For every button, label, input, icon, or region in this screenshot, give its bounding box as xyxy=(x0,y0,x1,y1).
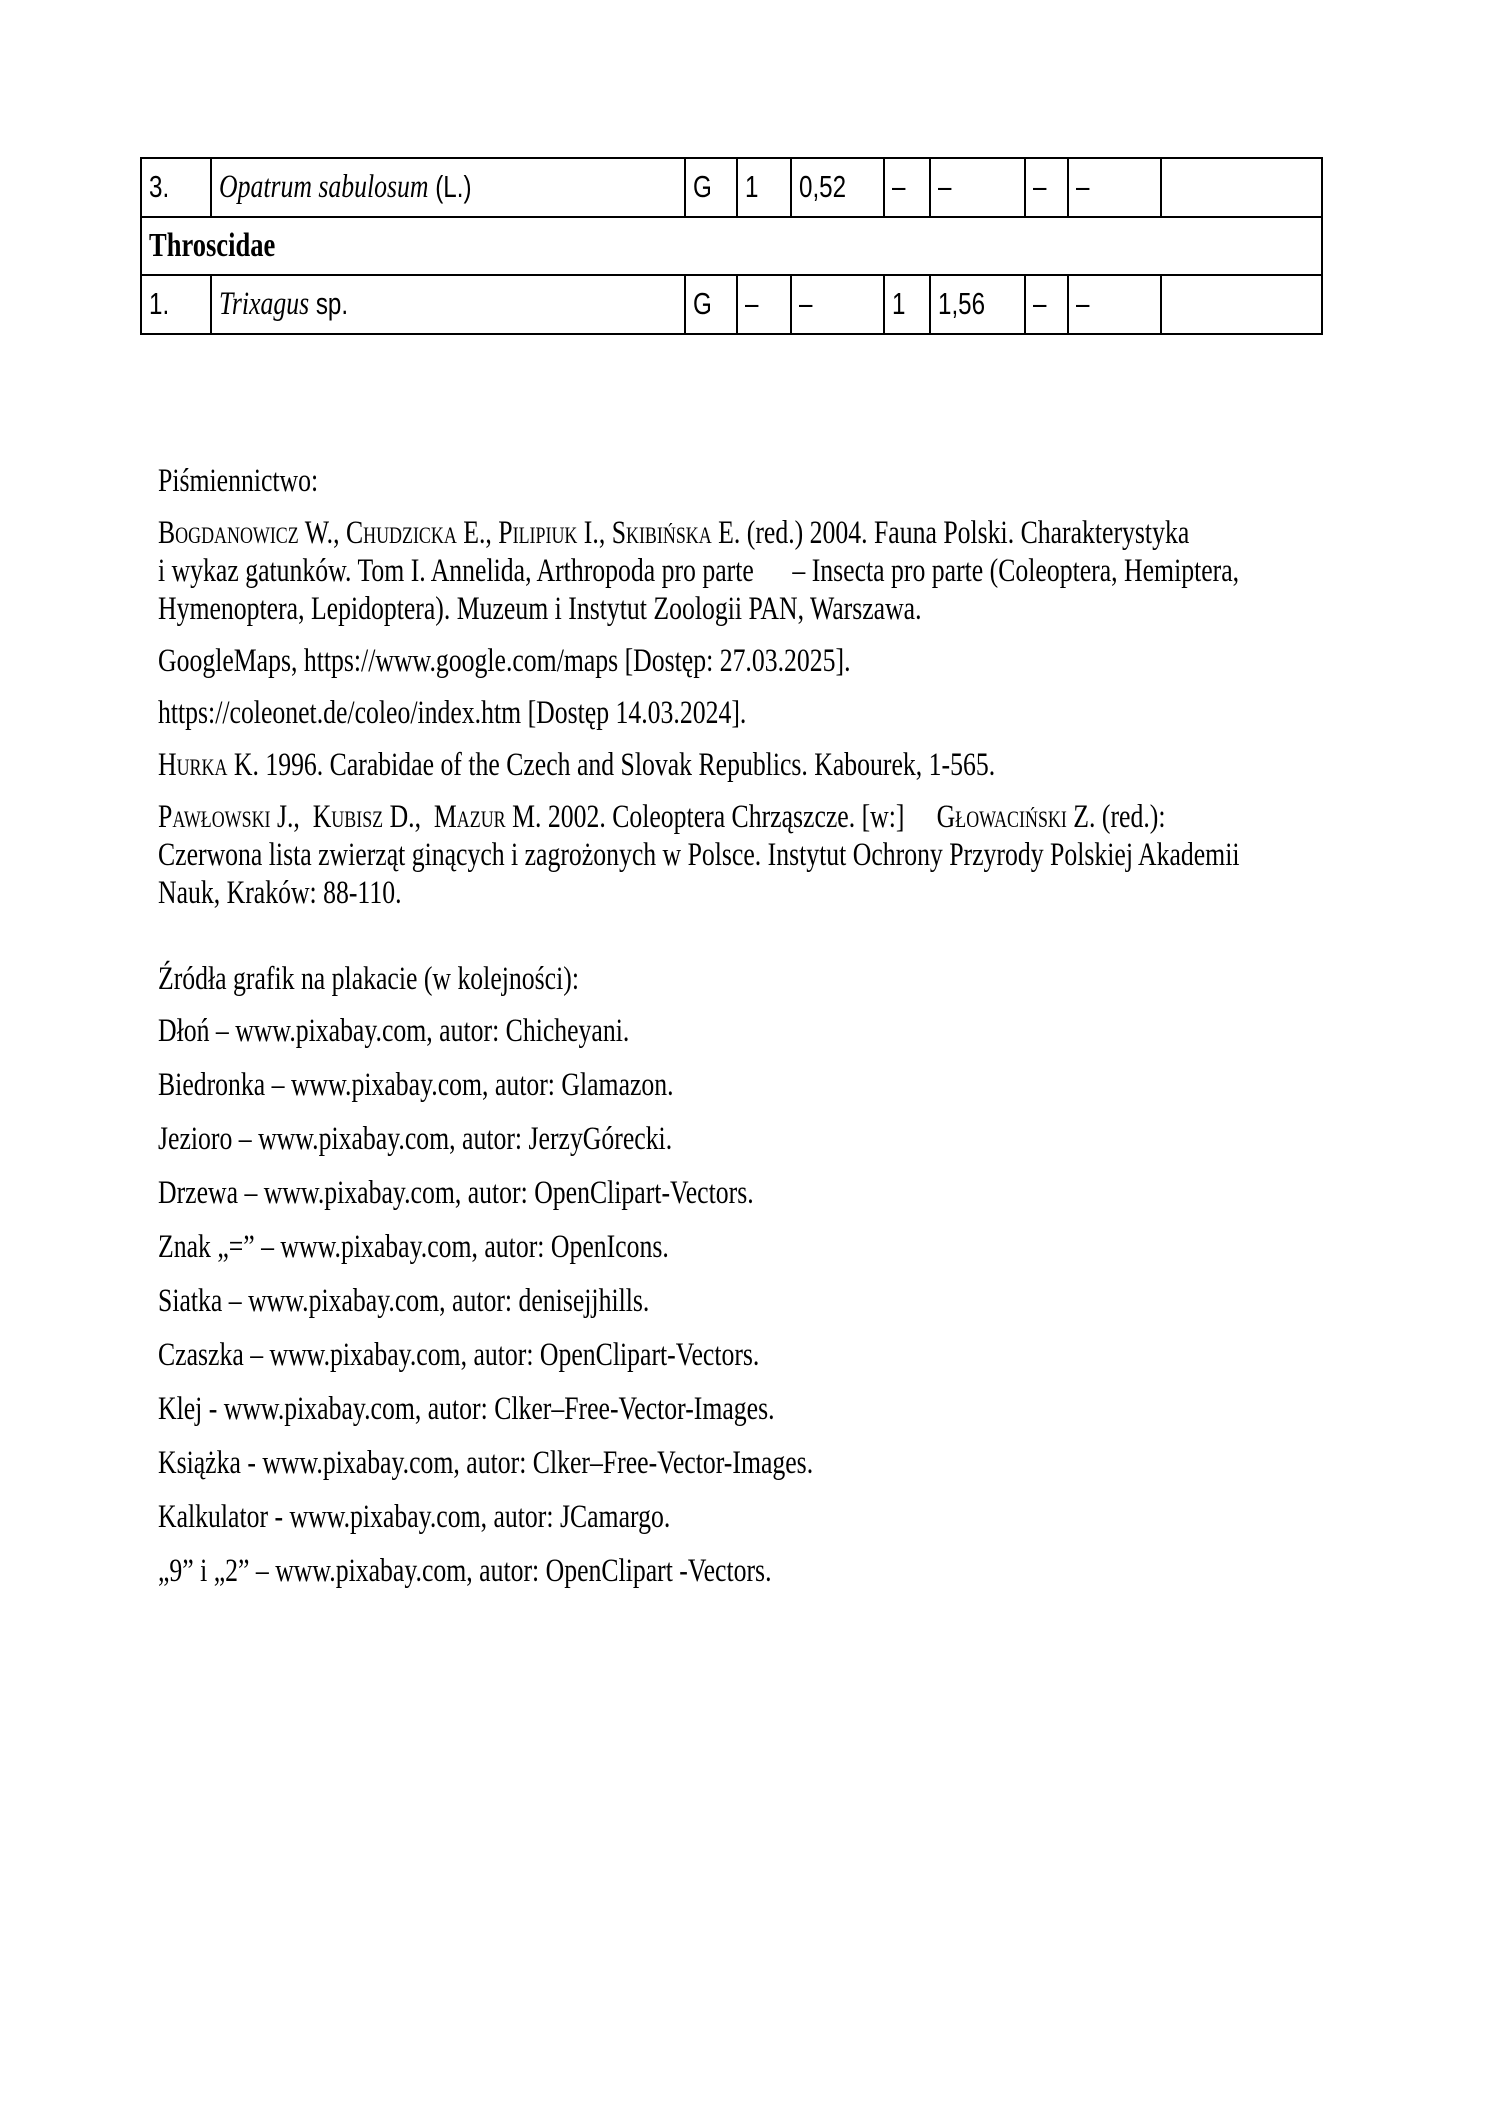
text-segment: E. (red.) 2004. Fauna Polski. Charakterystyka xyxy=(711,515,1190,551)
text-segment: W., xyxy=(298,515,346,551)
cell-value: G xyxy=(685,158,737,217)
text-line: Znak „=” – www.pixabay.com, autor: OpenIcons. xyxy=(158,1229,669,1265)
bibliography-entry-pawlowski xyxy=(158,798,1488,912)
cell-value: – xyxy=(1025,158,1068,217)
cell-species-name xyxy=(211,275,685,334)
cell-empty xyxy=(1161,275,1322,334)
text-line: Dłoń – www.pixabay.com, autor: Chicheyani. xyxy=(158,1013,630,1049)
text-line xyxy=(158,836,1488,874)
table-row-species-opatrum xyxy=(141,158,1322,217)
cell-value: – xyxy=(1068,158,1161,217)
bibliography-entry-coleonet xyxy=(158,694,1488,732)
text-line xyxy=(158,642,1488,680)
bibliography-entry-bogdanowicz xyxy=(158,514,1488,628)
cell-value: – xyxy=(884,158,930,217)
sources-heading-para xyxy=(158,960,1488,998)
text-line: „9” i „2” – www.pixabay.com, autor: OpenClipart -Vectors. xyxy=(158,1553,772,1589)
text-line: Drzewa – www.pixabay.com, autor: OpenClipart-Vectors. xyxy=(158,1175,754,1211)
table-row-species-trixagus xyxy=(141,275,1322,334)
text-line: Biedronka – www.pixabay.com, autor: Glamazon. xyxy=(158,1067,674,1103)
source-item-klej xyxy=(158,1390,1488,1428)
text-line xyxy=(158,874,1488,912)
cell-row-number: 1. xyxy=(141,275,211,334)
text-segment: I., xyxy=(577,515,612,551)
text-segment: M. 2002. Coleoptera Chrząszcze. [w:] xyxy=(505,799,937,835)
text-segment: D., xyxy=(383,799,434,835)
text-line xyxy=(158,960,1488,998)
author-name: Bogdanowicz xyxy=(158,515,299,551)
cell-row-number: 3. xyxy=(141,158,211,217)
source-item-drzewa xyxy=(158,1174,1488,1212)
bibliography-heading: Piśmiennictwo: xyxy=(158,463,319,499)
bibliography-heading-para xyxy=(158,462,1488,500)
species-table xyxy=(140,157,1323,335)
cell-value: 1 xyxy=(884,275,930,334)
text-line xyxy=(158,462,1488,500)
author-name: Skibińska xyxy=(611,515,712,551)
author-name: Kubisz xyxy=(312,799,384,835)
sources-heading: Źródła grafik na plakacie (w kolejności): xyxy=(158,961,579,997)
text-segment: Nauk, Kraków: 88-110. xyxy=(158,875,402,911)
author-name: Głowaciński xyxy=(936,799,1067,835)
source-item-kalkulator xyxy=(158,1498,1488,1536)
text-segment: Czerwona lista zwierząt ginących i zagrożonych w Polsce. Instytut Ochrony Przyrody Polskiej Akademii xyxy=(158,837,1240,873)
text-line: Jezioro – www.pixabay.com, autor: JerzyGórecki. xyxy=(158,1121,673,1157)
text-segment: E., xyxy=(456,515,499,551)
source-item-jezioro xyxy=(158,1120,1488,1158)
text-segment: Z. (red.): xyxy=(1066,799,1166,835)
text-line xyxy=(158,514,1488,552)
source-item-dlon xyxy=(158,1012,1488,1050)
cell-value: – xyxy=(737,275,791,334)
species-name-italic: Trixagus xyxy=(219,286,310,322)
species-name-italic: Opatrum sabulosum xyxy=(219,169,429,205)
text-segment: https://coleonet.de/coleo/index.htm [Dostęp 14.03.2024]. xyxy=(158,695,747,731)
cell-value: – xyxy=(1068,275,1161,334)
source-item-znak xyxy=(158,1228,1488,1266)
source-item-czaszka xyxy=(158,1336,1488,1374)
text-segment: Hymenoptera, Lepidoptera). Muzeum i Instytut Zoologii PAN, Warszawa. xyxy=(158,591,922,627)
bibliography-entry-hurka xyxy=(158,746,1488,784)
bibliography-entry-googlemaps xyxy=(158,642,1488,680)
species-author: (L.) xyxy=(428,169,472,204)
text-line xyxy=(158,798,1488,836)
cell-value: – xyxy=(930,158,1025,217)
cell-value: – xyxy=(1025,275,1068,334)
cell-value: G xyxy=(685,275,737,334)
text-line: Książka - www.pixabay.com, autor: Clker–Free-Vector-Images. xyxy=(158,1445,814,1481)
cell-species-name xyxy=(211,158,685,217)
text-line: Czaszka – www.pixabay.com, autor: OpenClipart-Vectors. xyxy=(158,1337,760,1373)
species-suffix: sp. xyxy=(309,286,349,321)
author-name: Mazur xyxy=(433,799,506,835)
cell-value: 1 xyxy=(737,158,791,217)
text-line xyxy=(158,552,1488,590)
text-segment: i wykaz gatunków. Tom I. Annelida, Arthropoda pro parte – Insecta pro parte (Coleoptera, Hemiptera, xyxy=(158,553,1240,589)
text-segment: K. 1996. Carabidae of the Czech and Slovak Republics. Kabourek, 1-565. xyxy=(227,747,996,783)
cell-value: 0,52 xyxy=(791,158,884,217)
source-item-cyfry xyxy=(158,1552,1488,1590)
source-item-siatka xyxy=(158,1282,1488,1320)
text-line xyxy=(158,694,1488,732)
text-line xyxy=(158,746,1488,784)
author-name: Hurka xyxy=(158,747,228,783)
text-line: Kalkulator - www.pixabay.com, autor: JCamargo. xyxy=(158,1499,671,1535)
author-name: Pawłowski xyxy=(158,799,271,835)
text-line xyxy=(158,590,1488,628)
text-segment: J., xyxy=(270,799,313,835)
text-line: Siatka – www.pixabay.com, autor: denisejjhills. xyxy=(158,1283,650,1319)
text-segment: GoogleMaps, https://www.google.com/maps [Dostęp: 27.03.2025]. xyxy=(158,643,851,679)
source-item-biedronka xyxy=(158,1066,1488,1104)
cell-value: 1,56 xyxy=(930,275,1025,334)
cell-empty xyxy=(1161,158,1322,217)
text-line: Klej - www.pixabay.com, autor: Clker–Free-Vector-Images. xyxy=(158,1391,775,1427)
cell-family-name: Throscidae xyxy=(141,217,1322,275)
table-row-family-throscidae xyxy=(141,217,1322,275)
author-name: Chudzicka xyxy=(345,515,457,551)
cell-value: – xyxy=(791,275,884,334)
text-column xyxy=(158,462,1488,1606)
author-name: Pilipiuk xyxy=(498,515,578,551)
source-item-ksiazka xyxy=(158,1444,1488,1482)
